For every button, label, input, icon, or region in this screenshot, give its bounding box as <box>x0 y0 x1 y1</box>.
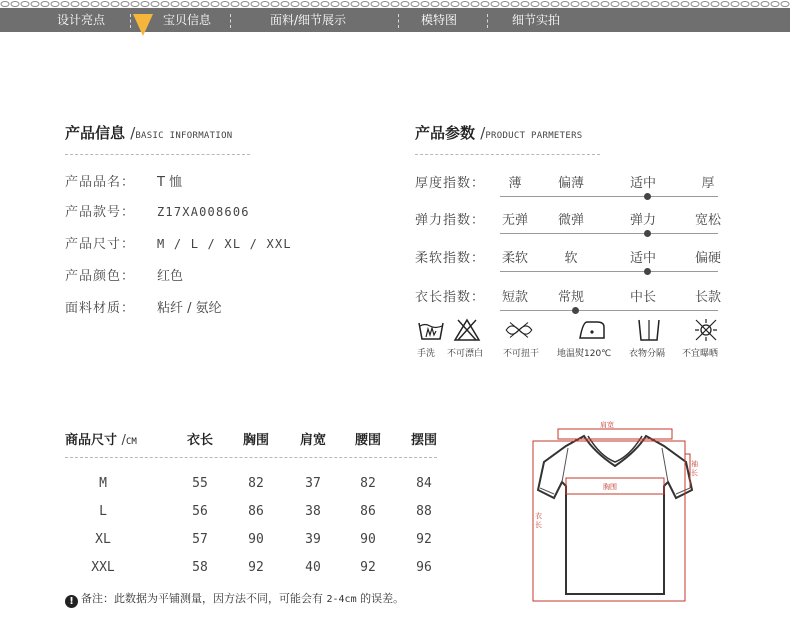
nav-item-model-photos[interactable]: 模特图 <box>421 13 458 27</box>
table-column-header: 摆围 <box>410 433 437 448</box>
info-label: 面料材质： <box>65 301 136 316</box>
info-row-style-number <box>65 201 250 220</box>
param-selected-dot <box>644 230 651 237</box>
param-option: 无弹 <box>501 213 528 228</box>
table-cell: 90 <box>248 532 264 547</box>
tshirt-outline <box>526 408 702 604</box>
table-cell: 92 <box>416 532 432 547</box>
info-value: Z17XA008606 <box>157 205 250 219</box>
table-column-header: 肩宽 <box>299 433 326 448</box>
product-info-heading: 产品信息 <box>65 124 126 142</box>
table-cell: 82 <box>248 476 264 491</box>
table-cell: 38 <box>305 504 321 519</box>
size-table-unit: CM <box>125 437 137 447</box>
info-label: 产品尺寸： <box>65 237 136 252</box>
nav-divider <box>487 14 488 28</box>
param-option: 偏薄 <box>557 176 584 191</box>
param-option: 长款 <box>694 290 721 305</box>
care-label-wash-separately: 衣物分隔 <box>629 349 666 359</box>
table-divider <box>65 457 437 458</box>
length-measure-label: 衣长 <box>535 512 542 529</box>
no-bleach-icon <box>452 317 482 343</box>
info-row-material <box>65 297 222 316</box>
note-suffix: 的误差。 <box>356 592 405 605</box>
care-label-no-sun-dry: 不宜曝晒 <box>682 349 719 359</box>
size-label: M <box>99 476 107 491</box>
table-cell: 55 <box>192 476 208 491</box>
table-cell: 96 <box>416 560 432 575</box>
info-value: 红色 <box>157 269 184 284</box>
info-row-name <box>65 171 182 190</box>
param-label: 柔软指数： <box>415 251 486 266</box>
info-row-color <box>65 265 183 284</box>
table-cell: 88 <box>416 504 432 519</box>
param-option: 宽松 <box>694 213 721 228</box>
nav-item-highlights[interactable]: 设计亮点 <box>57 13 106 27</box>
no-wring-icon <box>504 317 534 343</box>
table-cell: 37 <box>305 476 321 491</box>
nav-item-detail-photos[interactable]: 细节实拍 <box>512 13 561 27</box>
size-label: XXL <box>91 560 115 575</box>
param-option: 适中 <box>629 251 656 266</box>
wash-separately-icon <box>634 317 664 343</box>
size-label: XL <box>95 532 111 547</box>
param-option: 短款 <box>501 290 528 305</box>
product-params-subtitle: PRODUCT PARMETERS <box>485 131 583 141</box>
table-cell: 57 <box>192 532 208 547</box>
nav-item-product-info[interactable]: 宝贝信息 <box>163 13 212 27</box>
nav-divider <box>130 14 131 28</box>
section-divider <box>415 154 600 155</box>
param-option: 薄 <box>508 176 522 191</box>
low-iron-icon <box>577 317 607 343</box>
info-label: 产品款号： <box>65 205 136 220</box>
size-table-heading: 商品尺寸 <box>65 433 118 448</box>
param-scale-line <box>500 233 718 234</box>
care-label-no-wring: 不可扭干 <box>503 349 540 359</box>
param-option: 中长 <box>629 290 656 305</box>
nav-item-fabric-details[interactable]: 面料/细节展示 <box>270 13 347 27</box>
param-option: 常规 <box>557 290 584 305</box>
info-label: 产品颜色： <box>65 269 136 284</box>
param-option: 适中 <box>629 176 656 191</box>
table-cell: 86 <box>248 504 264 519</box>
param-label: 弹力指数： <box>415 213 486 228</box>
param-option: 柔软 <box>501 251 528 266</box>
param-scale-line <box>500 271 718 272</box>
table-cell: 92 <box>360 560 376 575</box>
measurement-note <box>65 590 404 608</box>
hand-wash-icon <box>416 317 446 343</box>
size-label: L <box>99 504 107 519</box>
note-text: 备注：此数据为平铺测量，因方法不同，可能会有 <box>81 592 327 605</box>
product-params-title <box>415 122 583 143</box>
nav-divider <box>230 14 231 28</box>
nav-decorative-border <box>0 0 790 8</box>
product-info-title <box>65 122 233 143</box>
table-cell: 92 <box>248 560 264 575</box>
param-option: 厚 <box>701 176 715 191</box>
param-selected-dot <box>644 193 651 200</box>
care-label-low-iron: 地温熨120℃ <box>557 349 612 359</box>
table-cell: 86 <box>360 504 376 519</box>
size-table-title <box>65 429 137 448</box>
param-option: 偏硬 <box>694 251 721 266</box>
param-selected-dot <box>572 307 579 314</box>
info-value: 粘纤 / 氨纶 <box>157 301 222 316</box>
sleeve-measure-label: 袖长 <box>691 460 698 477</box>
table-cell: 56 <box>192 504 208 519</box>
info-value: M / L / XL / XXL <box>157 237 292 251</box>
param-option: 软 <box>564 251 578 266</box>
param-option: 弹力 <box>629 213 656 228</box>
product-params-heading: 产品参数 <box>415 124 476 142</box>
active-nav-marker <box>133 14 153 36</box>
table-cell: 82 <box>360 476 376 491</box>
param-scale-line <box>500 310 718 311</box>
info-row-sizes <box>65 233 292 252</box>
param-label: 厚度指数： <box>415 176 486 191</box>
param-option: 微弹 <box>557 213 584 228</box>
title-slash: / <box>121 433 126 448</box>
table-column-header: 胸围 <box>242 433 269 448</box>
shoulder-measure-label: 肩宽 <box>600 421 614 429</box>
param-selected-dot <box>644 268 651 275</box>
top-nav-bar <box>0 8 790 32</box>
chest-measure-label: 胸围 <box>603 483 617 491</box>
product-info-subtitle: BASIC INFORMATION <box>135 131 233 141</box>
table-cell: 84 <box>416 476 432 491</box>
table-cell: 40 <box>305 560 321 575</box>
table-cell: 90 <box>360 532 376 547</box>
note-range: 2-4cm <box>326 594 357 605</box>
title-slash: / <box>130 124 136 142</box>
info-label: 产品品名： <box>65 175 136 190</box>
info-value: T 恤 <box>157 175 183 190</box>
param-label: 衣长指数： <box>415 290 486 305</box>
table-column-header: 腰围 <box>354 433 381 448</box>
param-scale-line <box>500 196 718 197</box>
table-cell: 39 <box>305 532 321 547</box>
table-cell: 58 <box>192 560 208 575</box>
tshirt-measurement-diagram <box>526 408 702 604</box>
table-column-header: 衣长 <box>186 433 213 448</box>
exclamation-icon: ! <box>65 595 78 608</box>
section-divider <box>65 154 250 155</box>
no-sun-dry-icon <box>691 317 721 343</box>
care-label-hand-wash: 手洗 <box>417 349 436 359</box>
title-slash: / <box>480 124 486 142</box>
care-label-no-bleach: 不可漂白 <box>447 349 484 359</box>
nav-divider <box>398 14 399 28</box>
